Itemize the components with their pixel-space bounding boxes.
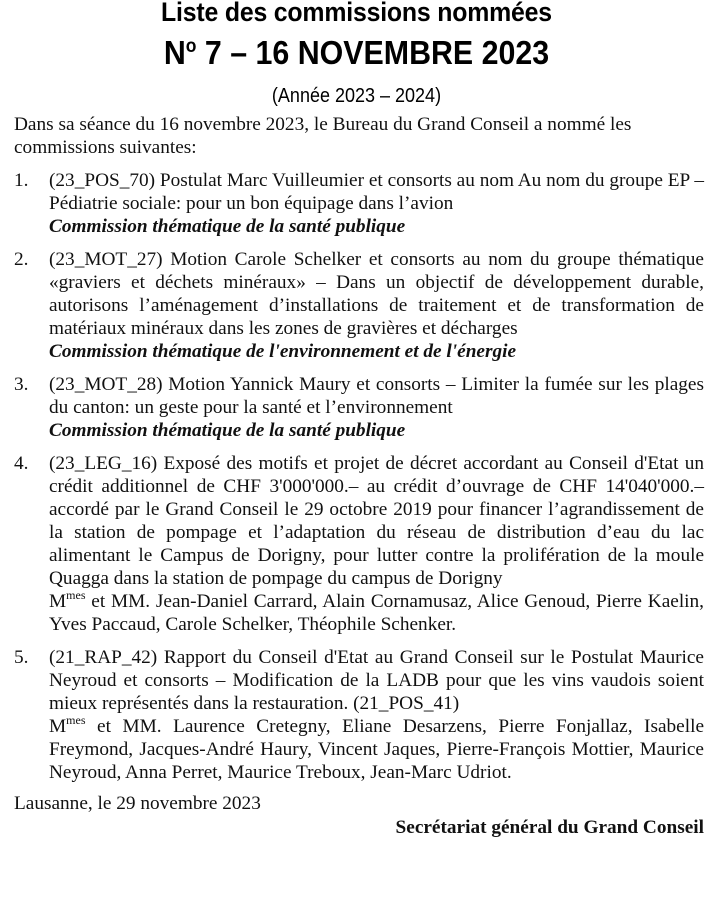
item-text: (23_MOT_28) Motion Yannick Maury et consorts – Limiter la fumée sur les plages du canton: un geste pour la santé et l’environnement: [49, 374, 704, 418]
item-number: 1.: [14, 170, 29, 191]
item-body: [49, 646, 704, 784]
number-prefix: N: [163, 34, 186, 71]
item-body: [49, 452, 704, 636]
bulletin-number: [29, 34, 685, 72]
list-item: [14, 452, 704, 636]
item-number: 2.: [14, 249, 29, 270]
item-commission: Commission thématique de la santé publique: [49, 420, 406, 441]
item-text: (23_LEG_16) Exposé des motifs et projet de décret accordant au Conseil d'Etat un crédit additionnel de CHF 3'000'000.– au crédit d’ouvrage de CHF 14'040'000.– accordé par le Grand Conseil le 29 octobre 2019 pour financer l’agrandissement de la station de pompage et l’adaptation du réseau de distribution d’eau du lac alimentant le Campus de Dorigny, pour lutter contre la prolifération de la moule Quagga dans la station de pompage du campus de Dorigny: [49, 453, 704, 589]
members-superscript: mes: [66, 588, 86, 602]
item-members: [49, 715, 704, 784]
list-item: [14, 248, 704, 363]
list-item: [14, 169, 704, 238]
item-number: 4.: [14, 453, 29, 474]
list-item: [14, 646, 704, 784]
item-body: [49, 169, 704, 238]
members-list: et MM. Jean-Daniel Carrard, Alain Cornamusaz, Alice Genoud, Pierre Kaelin, Yves Paccaud, Carole Schelker, Théophile Schenker.: [49, 591, 704, 635]
members-list: et MM. Laurence Cretegny, Eliane Desarzens, Pierre Fonjallaz, Isabelle Freymond, Jacques-André Haury, Vincent Jaques, Pierre-François Mottier, Maurice Neyroud, Anna Perret, Maurice Treboux, Jean-Marc Udriot.: [49, 716, 704, 783]
intro-paragraph: Dans sa séance du 16 novembre 2023, le Bureau du Grand Conseil a nommé les commissions suivantes:: [14, 114, 632, 158]
item-commission: Commission thématique de l'environnement et de l'énergie: [49, 341, 517, 362]
item-text: (23_POS_70) Postulat Marc Vuilleumier et consorts au nom Au nom du groupe EP – Pédiatrie sociale: pour un bon équipage dans l’avion: [49, 170, 704, 214]
item-commission: Commission thématique de la santé publique: [49, 216, 406, 237]
number-superscript: o: [185, 36, 197, 57]
item-body: [49, 248, 704, 363]
members-prefix: M: [49, 591, 67, 612]
document-title: Liste des commissions nommées: [161, 0, 552, 27]
place-date: Lausanne, le 29 novembre 2023: [14, 793, 261, 814]
item-number: 3.: [14, 374, 29, 395]
list-item: [14, 373, 704, 442]
number-date: 7 – 16 NOVEMBRE 2023: [196, 34, 550, 71]
legislative-year: (Année 2023 – 2024): [271, 85, 442, 107]
item-text: (23_MOT_27) Motion Carole Schelker et consorts au nom du groupe thématique «graviers et déchets minéraux» – Dans un objectif de développement durable, autorisons l’aménagement d’installations de traitement et de transformation de matériaux minéraux dans les zones de gravières et décharges: [49, 249, 704, 339]
item-text: (21_RAP_42) Rapport du Conseil d'Etat au Grand Conseil sur le Postulat Maurice Neyroud et consorts – Modification de la LADB pour que les vins vaudois soient mieux représentés dans la restauration. (21_POS_41): [49, 647, 704, 714]
members-superscript: mes: [66, 713, 86, 727]
document-body: [14, 113, 704, 839]
item-body: [49, 373, 704, 442]
item-number: 5.: [14, 647, 29, 668]
members-prefix: M: [49, 716, 67, 737]
signature: Secrétariat général du Grand Conseil: [395, 817, 704, 838]
item-members: [49, 590, 704, 636]
